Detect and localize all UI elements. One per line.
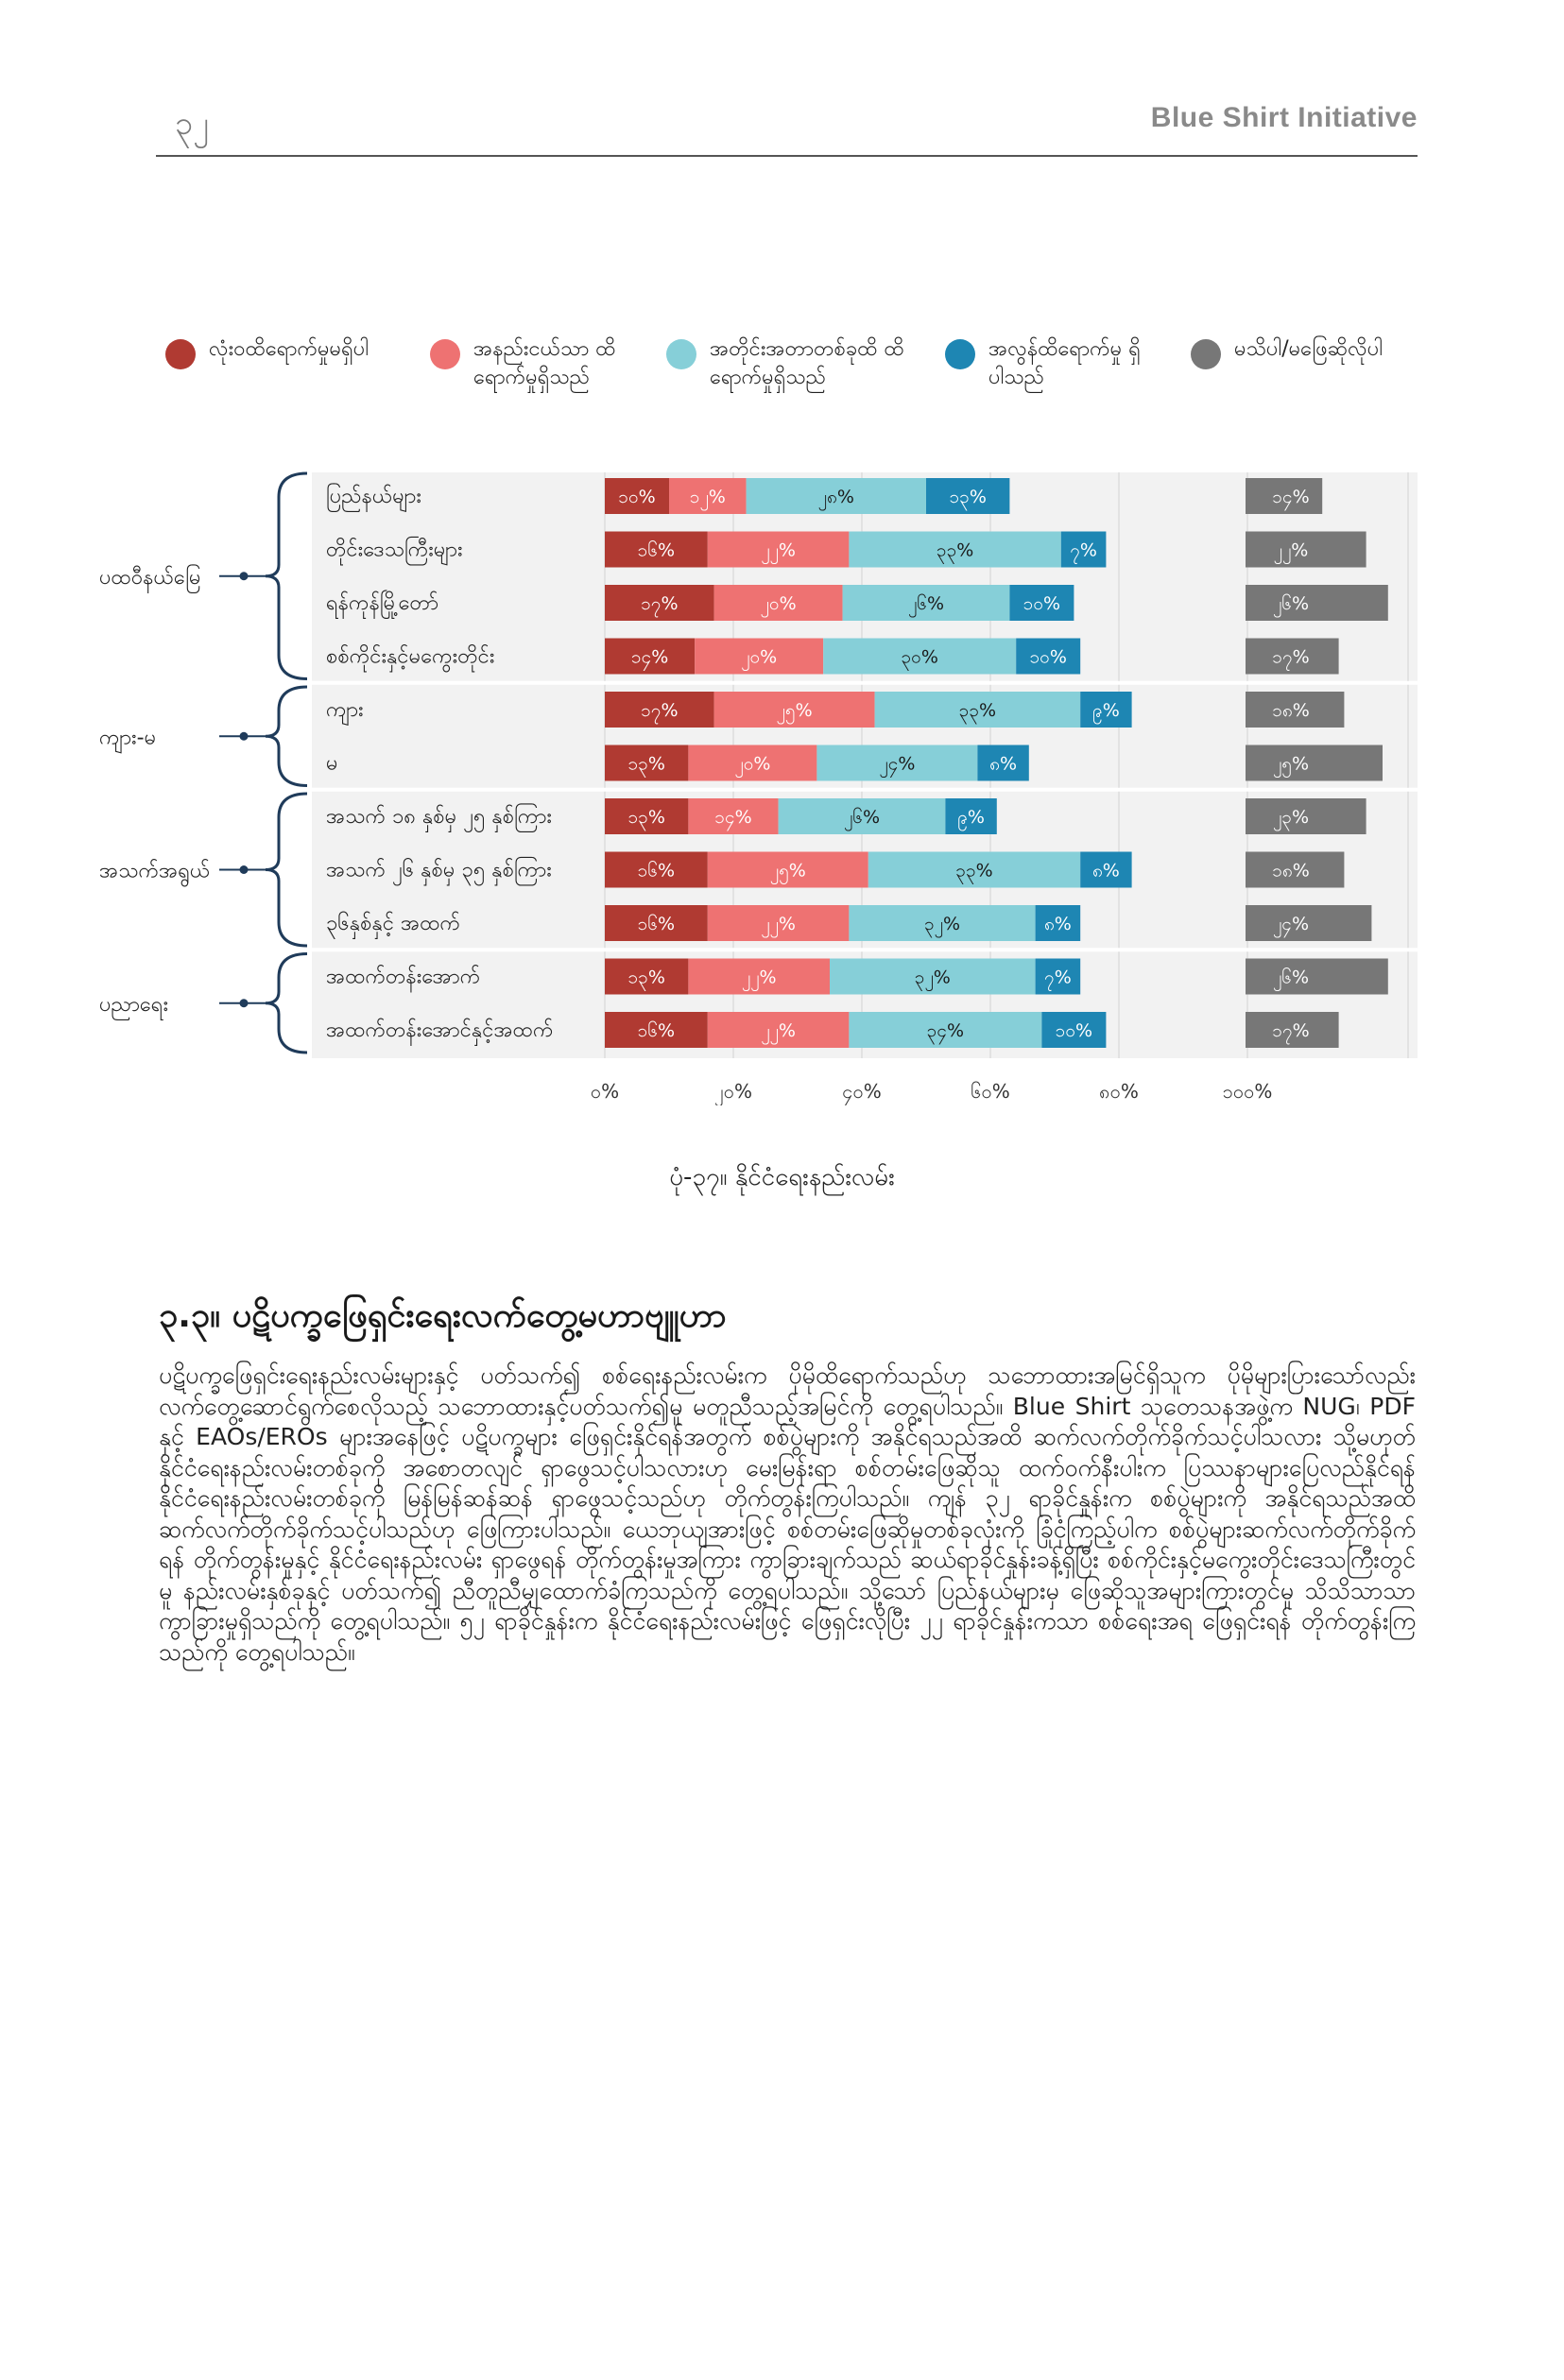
group-label: ပညာရေး [99, 992, 169, 1017]
segment-value-label: ၁၀% [1029, 646, 1067, 668]
brand-name: Blue Shirt Initiative [1150, 102, 1418, 133]
group-dot [240, 732, 249, 741]
body-paragraph: ပဋိပက္ခဖြေရှင်းရေးနည်းလမ်းများနှင့် ပတ်သက်၍ စစ်ရေးနည်းလမ်းက ပိုမိုထိရောက်သည်ဟု သဘောထားအမြင်ရှိသူက ပိုမိုများပြားသော်လည်း လက်တွေ့ဆောင်ရွက်စေလိုသည့် သဘောထားနှင့်ပတ်သက်၍မူ မတူညီသည့်အမြင်ကို တွေ့ရပါသည်။ Blue Shirt သုတေသနအဖွဲ့က NUG၊ PDF နှင့် EAOs/EROs များအနေဖြင့် ပဋိပက္ခများ ဖြေရှင်းနိုင်ရန်အတွက် စစ်ပွဲများကို အနိုင်ရသည်အထိ ဆက်လက်တိုက်ခိုက်သင့်ပါသလား သို့မဟုတ် နိုင်ငံရေးနည်းလမ်းတစ်ခုကို အစောတလျင် ရှာဖွေသင့်ပါသလားဟု မေးမြန်းရာ စစ်တမ်းဖြေဆိုသူ ထက်ဝက်နီးပါးက ပြဿနာများပြေလည်နိုင်ရန် နိုင်ငံရေးနည်းလမ်းတစ်ခုကို မြန်မြန်ဆန်ဆန် ရှာဖွေသင့်သည်ဟု တိုက်တွန်းကြပါသည်။ ကျန် ၃၂ ရာခိုင်နှုန်းက စစ်ပွဲများကို အနိုင်ရသည်အထိ ဆက်လက်တိုက်ခိုက်သင့်ပါသည်ဟု ဖြေကြားပါသည်။ ယေဘုယျအားဖြင့် စစ်တမ်းဖြေဆိုမှုတစ်ခုလုံးကို ခြုံငုံကြည့်ပါက စစ်ပွဲများဆက်လက်တိုက်ခိုက်ရန် တိုက်တွန်းမှုနှင့် နိုင်ငံရေးနည်းလမ်း ရှာဖွေရန် တိုက်တွန်းမှုအကြား ကွာခြားချက်သည် ဆယ်ရာခိုင်နှုန်းခန့်ရှိပြီး စစ်ကိုင်းနှင့်မကွေးတိုင်းဒေသကြီးတွင်မူ နည်းလမ်းနှစ်ခုနှင့် ပတ်သက်၍ ညီတူညီမျှထောက်ခံကြသည်ကို တွေ့ရပါသည်။ သို့သော် ပြည်နယ်များမှ ဖြေဆိုသူအများကြားတွင်မူ သိသိသာသာ ကွာခြားမှုရှိသည်ကို တွေ့ရပါသည်။ ၅၂ ရာခိုင်နှုန်းက နိုင်ငံရေးနည်းလမ်းဖြင့် ဖြေရှင်းလိုပြီး ၂၂ ရာခိုင်နှုန်းကသာ စစ်ရေးအရ ဖြေရှင်းရန် တိုက်တွန်းကြသည်ကို တွေ့ရပါသည်။ [159, 1361, 1416, 1666]
group-dot [240, 572, 249, 580]
segment-value-label: ၁၃% [949, 487, 987, 507]
segment-value-label: ၁၄% [630, 646, 669, 668]
chart-legend [161, 335, 1427, 411]
group-bracket [266, 954, 307, 1053]
group-label: အသက်အရွယ် [99, 859, 211, 883]
x-tick-label: ၁၀၀% [1222, 1080, 1273, 1103]
unknown-bar [1246, 585, 1388, 621]
segment-value-label: ၂၈% [817, 487, 854, 507]
unknown-value-label: ၁၈% [1272, 860, 1310, 882]
category-label: ၃၆နှစ်နှင့် အထက် [326, 912, 461, 935]
segment-value-label: ၃၀% [901, 646, 938, 668]
x-tick-label: ၂၀% [713, 1080, 753, 1103]
group-bracket [266, 794, 307, 946]
category-label: အသက် ၂၆ နှစ်မှ ၃၅ နှစ်ကြား [326, 858, 552, 882]
segment-value-label: ၃၄% [926, 1020, 965, 1041]
legend-swatch [430, 339, 460, 369]
group-label: ကျား-မ [99, 726, 157, 750]
legend-item-unknown [1191, 335, 1442, 369]
segment-value-label: ၂၄% [879, 753, 916, 775]
segment-value-label: ၃၂% [923, 914, 961, 934]
segment-value-label: ၁၀% [618, 487, 656, 507]
page-header [156, 94, 1418, 157]
group-label: ပထဝီနယ်မြေ [99, 565, 201, 590]
segment-value-label: ၉% [957, 807, 985, 828]
segment-value-label: ၉% [1092, 700, 1120, 721]
legend-swatch [666, 339, 696, 369]
legend-label: အနည်းငယ်သာ ထိရောက်မှုရှိသည် [473, 337, 616, 389]
segment-value-label: ၁၀% [1055, 1020, 1093, 1041]
unknown-value-label: ၂၂% [1273, 539, 1309, 561]
segment-value-label: ၂၆% [907, 593, 945, 614]
segment-value-label: ၂၂% [761, 914, 796, 934]
category-label: အသက် ၁၈ နှစ်မှ ၂၅ နှစ်ကြား [326, 805, 552, 829]
segment-value-label: ၁၆% [637, 860, 676, 882]
segment-value-label: ၃၃% [958, 700, 997, 721]
legend-swatch [165, 339, 196, 369]
category-label: အထက်တန်းအောက် [326, 965, 481, 989]
unknown-value-label: ၁၄% [1272, 487, 1310, 507]
segment-value-label: ၂၂% [741, 967, 777, 988]
category-label: စစ်ကိုင်းနှင့်မကွေးတိုင်း [326, 644, 495, 669]
segment-value-label: ၁၆% [637, 914, 676, 934]
segment-value-label: ၇% [1044, 967, 1072, 988]
segment-value-label: ၃၂% [914, 967, 951, 988]
segment-value-label: ၂၅% [769, 860, 806, 882]
segment-value-label: ၈% [1091, 860, 1120, 882]
legend-label: အလွန်ထိရောက်မှု ရှိပါသည် [988, 337, 1141, 389]
segment-value-label: ၃၃% [936, 539, 974, 561]
segment-value-label: ၁၂% [689, 487, 726, 507]
unknown-value-label: ၂၅% [1272, 753, 1310, 775]
unknown-value-label: ၁၇% [1272, 646, 1310, 668]
section-title: ၃.၃။ ပဋိပက္ခဖြေရှင်းရေးလက်တွေ့မဟာဗျူဟာ [159, 1296, 727, 1335]
legend-label: မသိပါ/မဖြေဆိုလိုပါ [1234, 337, 1384, 361]
segment-value-label: ၂၀% [734, 753, 771, 775]
figure-caption: ပုံ-၃၇။ နိုင်ငံရေးနည်းလမ်း [669, 1163, 895, 1191]
segment-value-label: ၂၆% [843, 807, 881, 828]
unknown-value-label: ၂၆% [1272, 967, 1310, 988]
segment-value-label: ၁၃% [627, 807, 665, 828]
segment-value-label: ၈% [989, 753, 1018, 775]
segment-value-label: ၃၃% [955, 860, 993, 882]
segment-value-label: ၂၅% [776, 700, 813, 721]
legend-item-very-effective [945, 335, 1149, 392]
group-bracket [266, 473, 307, 679]
legend-item-somewhat-effective [666, 335, 918, 392]
unknown-value-label: ၂၄% [1272, 914, 1310, 934]
segment-value-label: ၁၇% [641, 700, 679, 721]
unknown-value-label: ၁၈% [1272, 700, 1310, 721]
segment-value-label: ၂၀% [741, 646, 778, 668]
unknown-value-label: ၂၆% [1272, 593, 1310, 614]
group-dot [240, 999, 249, 1007]
page-number: ၃၂ [175, 105, 209, 143]
x-tick-label: ၄၀% [842, 1080, 882, 1103]
unknown-value-label: ၁၇% [1272, 1020, 1310, 1041]
category-label: အထက်တန်းအောင်နှင့်အထက် [326, 1019, 554, 1042]
segment-value-label: ၈% [1043, 914, 1072, 934]
legend-item-slightly-effective [430, 335, 662, 392]
stacked-bar-chart [0, 454, 1564, 1105]
category-label: တိုင်းဒေသကြီးများ [326, 538, 463, 562]
segment-value-label: ၁၀% [1023, 593, 1061, 614]
legend-swatch [945, 339, 975, 369]
legend-label: လုံးဝထိရောက်မှုမရှိပါ [209, 337, 370, 361]
segment-value-label: ၁၃% [627, 967, 665, 988]
x-tick-label: ၀% [590, 1080, 620, 1103]
group-bracket [266, 687, 307, 786]
group-dot [240, 865, 249, 874]
legend-item-not-effective [165, 335, 417, 369]
segment-value-label: ၂၀% [760, 593, 797, 614]
category-label: မ [326, 751, 338, 776]
category-label: ရန်ကုန်မြို့တော် [326, 591, 439, 615]
segment-value-label: ၂၂% [761, 539, 796, 561]
category-label: ကျား [326, 698, 364, 722]
legend-swatch [1191, 339, 1221, 369]
unknown-bar [1246, 959, 1388, 995]
segment-value-label: ၁၃% [627, 753, 665, 775]
segment-value-label: ၇% [1070, 539, 1097, 561]
x-tick-label: ၆၀% [971, 1080, 1010, 1103]
unknown-bar [1246, 745, 1383, 781]
legend-label: အတိုင်းအတာတစ်ခုထိ ထိရောက်မှုရှိသည် [710, 337, 904, 389]
segment-value-label: ၁၆% [637, 1020, 676, 1041]
segment-value-label: ၁၇% [641, 593, 679, 614]
category-label: ပြည်နယ်များ [326, 485, 421, 508]
segment-value-label: ၂၂% [761, 1020, 796, 1041]
segment-value-label: ၁၄% [714, 807, 752, 828]
x-tick-label: ၈၀% [1099, 1080, 1139, 1103]
segment-value-label: ၁၆% [637, 539, 676, 561]
unknown-value-label: ၂၃% [1272, 807, 1310, 828]
